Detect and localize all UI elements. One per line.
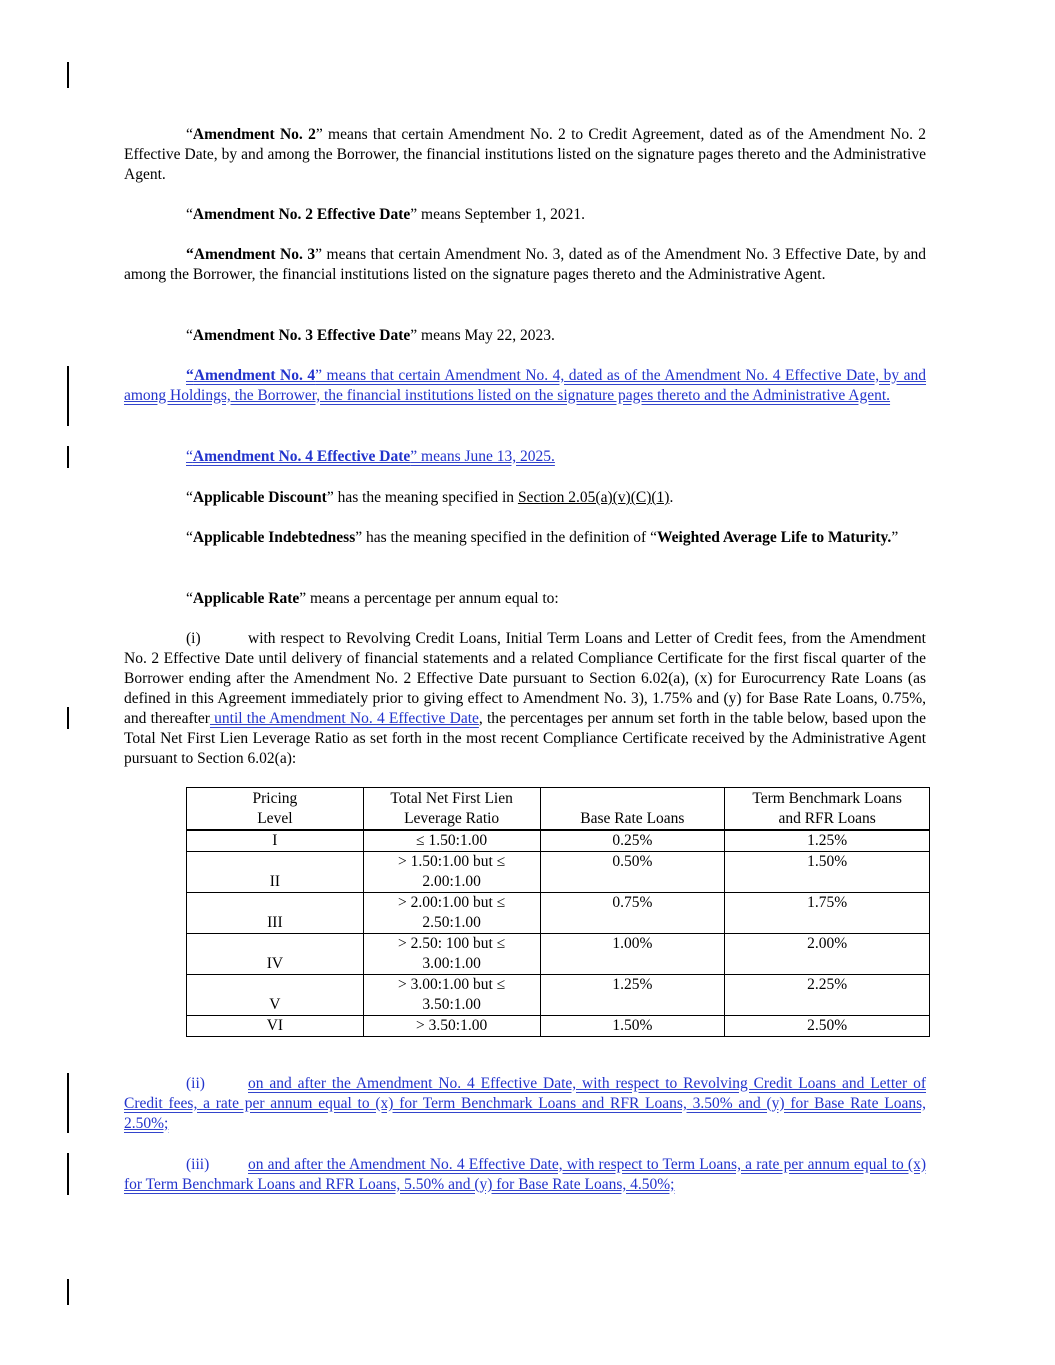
table-row xyxy=(187,934,930,975)
cell-term: 2.25% xyxy=(725,975,930,1016)
cell-ratio xyxy=(363,852,540,893)
clause-text: on and after the Amendment No. 4 Effective Date, with respect to Revolving Credit Loans and Letter of Credit fees, a rate per annum equal to (x) for Term Benchmark Loans and RFR Loans, 3.50% and (y) for Base Rate Loans, 2.50%; xyxy=(124,1075,926,1132)
cell-ratio: ≤ 1.50:1.00 xyxy=(363,830,540,852)
definition-text: ” means June 13, 2025. xyxy=(410,448,555,465)
definition-applicable-discount xyxy=(124,488,926,508)
definition-text: ” means that certain Amendment No. 2 to Credit Agreement, dated as of the Amendment No. 2 Effective Date, by and among the Borrower, the financial institutions listed on the signature pages thereto and the Administrative Agent. xyxy=(124,126,926,183)
definition-text: ” means that certain Amendment No. 3, dated as of the Amendment No. 3 Effective Date, by and among the Borrower, the financial institutions listed on the signature pages thereto and the Administrative Agent. xyxy=(124,246,927,283)
definition-text: ” means May 22, 2023. xyxy=(410,327,555,344)
quote-open: “ xyxy=(186,489,193,506)
cell-term: 1.50% xyxy=(725,852,930,893)
definition-applicable-rate xyxy=(124,589,926,609)
change-bar xyxy=(67,1073,69,1133)
clause-text: , the percentages per annum set forth in the table below, based upon the Total Net First Lien Leverage Ratio as set forth in the most recent Compliance Certificate received by the Administrative Agent pursuant to Section 6.02(a): xyxy=(124,710,927,767)
cell-term: 1.25% xyxy=(725,830,930,852)
definition-amendment-4-effective-date xyxy=(124,447,926,467)
header-term-benchmark xyxy=(725,788,930,831)
definition-end: . xyxy=(669,489,674,506)
defined-term: Applicable Indebtedness xyxy=(192,529,356,546)
quote-open: “ xyxy=(186,529,193,546)
cell-level: VI xyxy=(187,1016,364,1037)
pricing-table xyxy=(186,787,930,1037)
section-reference: Section 2.05(a)(v)(C)(1) xyxy=(517,489,670,506)
quote-open: “ xyxy=(186,206,193,223)
defined-term: Amendment No. 2 xyxy=(192,126,316,143)
cell-ratio xyxy=(363,893,540,934)
cell-base: 0.75% xyxy=(540,893,725,934)
defined-term: Applicable Discount xyxy=(192,489,327,506)
ratio-line: > 3.00:1.00 but ≤ xyxy=(398,976,506,993)
table-row xyxy=(187,852,930,893)
cell-level: II xyxy=(187,852,364,893)
quote-open: “ xyxy=(186,590,193,607)
inserted-text: until the Amendment No. 4 Effective Date xyxy=(209,710,479,727)
change-bar xyxy=(67,1279,69,1305)
clause-number: (iii) xyxy=(186,1156,210,1173)
cell-base: 1.50% xyxy=(540,1016,725,1037)
definition-amendment-2-effective-date xyxy=(124,205,926,225)
ratio-line: > 2.50: 100 but ≤ xyxy=(398,935,506,952)
table-row xyxy=(187,975,930,1016)
referenced-term: Weighted Average Life to Maturity. xyxy=(656,529,892,546)
definition-text: ” means that certain Amendment No. 4, dated as of the Amendment No. 4 Effective Date, by and among Holdings, the Borrower, the financial institutions listed on the signature pages thereto and the Administrative Agent. xyxy=(124,367,927,404)
change-bar xyxy=(67,1153,69,1195)
ratio-line: > 1.50:1.00 but ≤ xyxy=(398,853,506,870)
cell-level: IV xyxy=(187,934,364,975)
cell-term: 2.00% xyxy=(725,934,930,975)
clause-text: with respect to Revolving Credit Loans, Initial Term Loans and Letter of Credit fees, from the Amendment No. 2 Effective Date until delivery of financial statements and a related Compliance Certificate for the first fiscal quarter of the Borrower ending after the Amendment No. 2 Effective Date pursuant to Section 6.02(a), (x) for Eurocurrency Rate Loans (as defined in this Agreement immediately prior to giving effect to Amendment No. 3), 1.75% and (y) for Base Rate Loans, 0.75%, and thereafter xyxy=(124,630,926,727)
change-bar xyxy=(67,62,69,88)
cell-ratio xyxy=(363,934,540,975)
quote-open: “ xyxy=(186,327,193,344)
header-line: Total Net First Lien xyxy=(390,790,513,807)
defined-term: Amendment No. 2 Effective Date xyxy=(192,206,411,223)
defined-term: Amendment No. 4 xyxy=(193,367,316,384)
quote-open: “ xyxy=(186,448,193,465)
definition-applicable-indebtedness xyxy=(124,528,926,548)
cell-base: 0.50% xyxy=(540,852,725,893)
quote-open: “ xyxy=(186,126,193,143)
definition-text: ” means September 1, 2021. xyxy=(410,206,586,223)
header-line: and RFR Loans xyxy=(778,810,876,827)
cell-base: 0.25% xyxy=(540,830,725,852)
quote-open: “ xyxy=(186,367,194,384)
clause-ii xyxy=(124,1074,926,1134)
defined-term: Amendment No. 3 xyxy=(193,246,316,263)
clause-iii xyxy=(124,1155,926,1195)
cell-term: 1.75% xyxy=(725,893,930,934)
ratio-line: > 2.00:1.00 but ≤ xyxy=(398,894,506,911)
cell-ratio: > 3.50:1.00 xyxy=(363,1016,540,1037)
change-bar xyxy=(67,446,69,468)
definition-end: ” xyxy=(891,529,899,546)
header-pricing-level xyxy=(187,788,364,831)
definition-amendment-3-effective-date xyxy=(124,326,926,346)
definition-text: ” means a percentage per annum equal to: xyxy=(299,590,559,607)
clause-text: on and after the Amendment No. 4 Effective Date, with respect to Term Loans, a rate per annum equal to (x) for Term Benchmark Loans and RFR Loans, 5.50% and (y) for Base Rate Loans, 4.50%; xyxy=(124,1156,926,1193)
clause-number: (i) xyxy=(186,630,201,647)
definition-text: ” has the meaning specified in xyxy=(326,489,518,506)
header-line: Pricing xyxy=(252,790,298,807)
ratio-line: 2.00:1.00 xyxy=(422,873,481,890)
quote-open: “ xyxy=(186,246,194,263)
defined-term: Amendment No. 3 Effective Date xyxy=(192,327,411,344)
table-header-row xyxy=(187,788,930,831)
defined-term: Amendment No. 4 Effective Date xyxy=(192,448,411,465)
table-row xyxy=(187,830,930,852)
ratio-line: 2.50:1.00 xyxy=(422,914,481,931)
table-row xyxy=(187,1016,930,1037)
cell-level: V xyxy=(187,975,364,1016)
ratio-line: 3.00:1.00 xyxy=(422,955,481,972)
change-bar xyxy=(67,366,69,426)
definition-amendment-3 xyxy=(124,245,926,285)
cell-base: 1.25% xyxy=(540,975,725,1016)
cell-term: 2.50% xyxy=(725,1016,930,1037)
ratio-line: 3.50:1.00 xyxy=(422,996,481,1013)
table-row xyxy=(187,893,930,934)
clause-number: (ii) xyxy=(186,1075,205,1092)
header-leverage-ratio xyxy=(363,788,540,831)
change-bar xyxy=(67,707,69,729)
definition-text: ” has the meaning specified in the definition of “ xyxy=(355,529,657,546)
cell-level: I xyxy=(187,830,364,852)
cell-level: III xyxy=(187,893,364,934)
header-base-rate: Base Rate Loans xyxy=(540,788,725,831)
definition-amendment-4 xyxy=(124,366,926,406)
cell-ratio xyxy=(363,975,540,1016)
cell-base: 1.00% xyxy=(540,934,725,975)
defined-term: Applicable Rate xyxy=(192,590,300,607)
header-line: Leverage Ratio xyxy=(404,810,500,827)
header-line: Level xyxy=(257,810,293,827)
definition-amendment-2 xyxy=(124,125,926,185)
clause-i xyxy=(124,629,926,769)
header-line: Term Benchmark Loans xyxy=(752,790,902,807)
